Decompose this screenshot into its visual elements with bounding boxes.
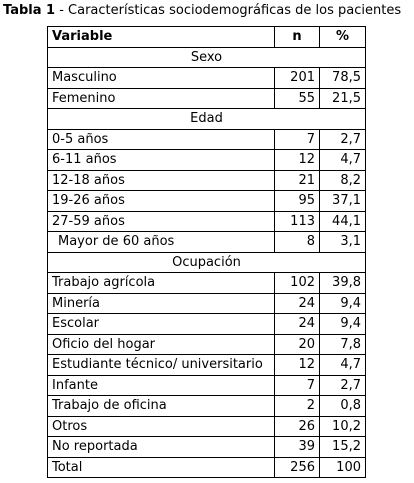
row-label: Mayor de 60 años	[48, 232, 275, 253]
row-n: 20	[275, 334, 320, 355]
row-label: 19-26 años	[48, 191, 275, 212]
row-label: Minería	[48, 293, 275, 314]
table-row	[48, 396, 366, 417]
row-percent: 44,1	[320, 211, 366, 232]
row-n: 55	[275, 88, 320, 109]
section-title-edad: Edad	[48, 109, 366, 130]
row-label: Estudiante técnico/ universitario	[48, 355, 275, 376]
row-label: 27-59 años	[48, 211, 275, 232]
section-row	[48, 47, 366, 68]
table-row	[48, 68, 366, 89]
row-n: 102	[275, 273, 320, 294]
row-n: 21	[275, 170, 320, 191]
row-percent: 8,2	[320, 170, 366, 191]
table-row	[48, 170, 366, 191]
section-title-sexo: Sexo	[48, 47, 366, 68]
row-percent: 9,4	[320, 293, 366, 314]
table-row	[48, 293, 366, 314]
row-percent: 3,1	[320, 232, 366, 253]
row-n: 201	[275, 68, 320, 89]
row-percent: 9,4	[320, 314, 366, 335]
row-label: Trabajo agrícola	[48, 273, 275, 294]
row-label: Escolar	[48, 314, 275, 335]
table-row	[48, 191, 366, 212]
caption-text: - Características sociodemográficas de los pacientes	[55, 3, 402, 18]
header-percent: %	[320, 27, 366, 48]
row-n: 8	[275, 232, 320, 253]
total-n: 256	[275, 457, 320, 478]
header-variable: Variable	[48, 27, 275, 48]
table-caption	[3, 3, 401, 18]
table-row	[48, 416, 366, 437]
row-n: 7	[275, 375, 320, 396]
header-n: n	[275, 27, 320, 48]
row-percent: 37,1	[320, 191, 366, 212]
sociodemographic-table	[47, 26, 366, 478]
row-label: 12-18 años	[48, 170, 275, 191]
header-row	[48, 27, 366, 48]
row-n: 113	[275, 211, 320, 232]
table-row	[48, 232, 366, 253]
total-row	[48, 457, 366, 478]
row-percent: 21,5	[320, 88, 366, 109]
table-row	[48, 375, 366, 396]
row-percent: 10,2	[320, 416, 366, 437]
table-row	[48, 334, 366, 355]
row-n: 24	[275, 314, 320, 335]
row-label: Femenino	[48, 88, 275, 109]
row-n: 26	[275, 416, 320, 437]
total-label: Total	[48, 457, 275, 478]
table-row	[48, 355, 366, 376]
row-n: 39	[275, 437, 320, 458]
row-n: 7	[275, 129, 320, 150]
table-row	[48, 150, 366, 171]
section-row	[48, 252, 366, 273]
row-label: Oficio del hogar	[48, 334, 275, 355]
row-label: 6-11 años	[48, 150, 275, 171]
section-title-ocupacion: Ocupación	[48, 252, 366, 273]
row-label: No reportada	[48, 437, 275, 458]
table-row	[48, 129, 366, 150]
row-percent: 7,8	[320, 334, 366, 355]
section-row	[48, 109, 366, 130]
row-percent: 2,7	[320, 129, 366, 150]
row-n: 95	[275, 191, 320, 212]
table-row	[48, 273, 366, 294]
row-n: 12	[275, 150, 320, 171]
table-row	[48, 88, 366, 109]
table-row	[48, 314, 366, 335]
row-percent: 15,2	[320, 437, 366, 458]
row-label: Trabajo de oficina	[48, 396, 275, 417]
row-percent: 0,8	[320, 396, 366, 417]
total-percent: 100	[320, 457, 366, 478]
row-percent: 4,7	[320, 150, 366, 171]
row-label: Masculino	[48, 68, 275, 89]
row-label: Otros	[48, 416, 275, 437]
row-percent: 4,7	[320, 355, 366, 376]
row-label: 0-5 años	[48, 129, 275, 150]
row-n: 24	[275, 293, 320, 314]
row-label: Infante	[48, 375, 275, 396]
row-percent: 78,5	[320, 68, 366, 89]
row-n: 2	[275, 396, 320, 417]
row-percent: 2,7	[320, 375, 366, 396]
caption-label: Tabla 1	[3, 3, 56, 18]
row-percent: 39,8	[320, 273, 366, 294]
table-row	[48, 437, 366, 458]
row-n: 12	[275, 355, 320, 376]
table-row	[48, 211, 366, 232]
